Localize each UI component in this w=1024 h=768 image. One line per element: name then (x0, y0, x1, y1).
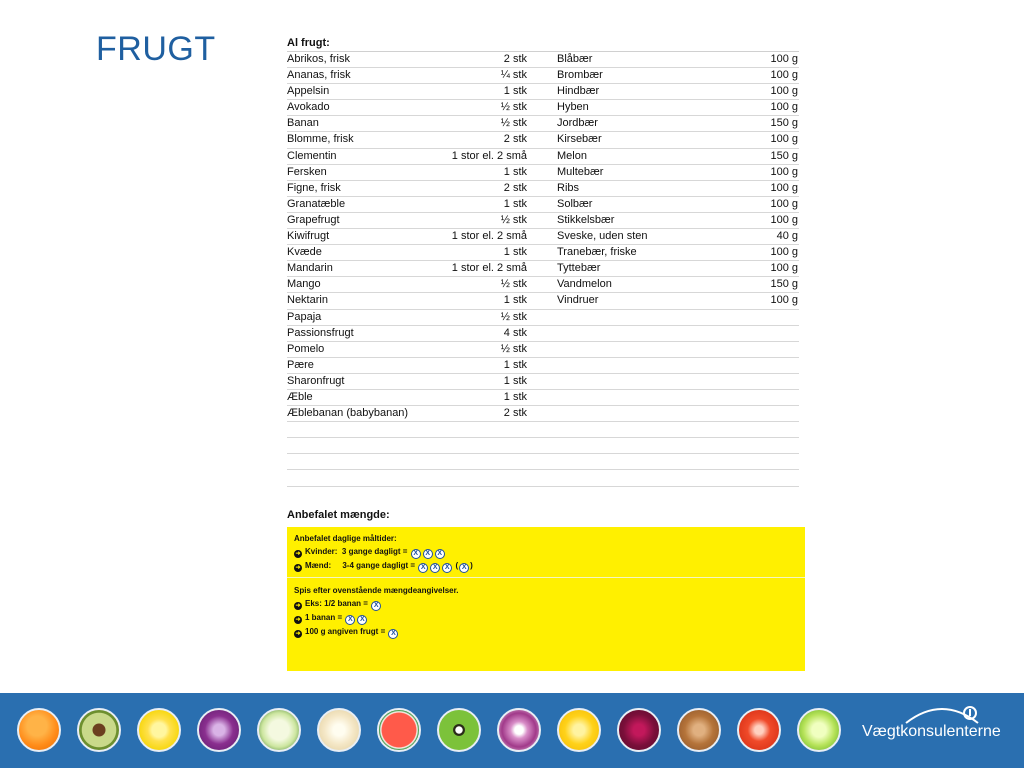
example-text: Eks: 1/2 banan = (305, 599, 368, 608)
fruit-amount: 1 stk (503, 197, 527, 210)
table-row (287, 245, 799, 261)
table-row (287, 406, 799, 422)
fruit-name: Clementin (287, 149, 337, 162)
men-text: 3-4 gange dagligt = (342, 561, 416, 570)
fruit-amount: ¼ stk (500, 69, 527, 82)
fruit-amount: 1 stk (503, 374, 527, 387)
fruit-amount: 1 stor el. 2 små (451, 262, 527, 275)
fruit-name: Pomelo (287, 342, 325, 355)
berry-name: Multebær (557, 165, 604, 178)
table-row (287, 438, 799, 454)
portion-block (294, 584, 459, 639)
kiwi-icon (437, 708, 481, 752)
women-label: Kvinder: (305, 547, 338, 556)
table-row (287, 470, 799, 486)
table-row (287, 197, 799, 213)
berry-name: Hyben (557, 101, 589, 114)
fruit-name: Kvæde (287, 246, 322, 259)
fruit-amount: 1 stor el. 2 små (451, 230, 527, 243)
tomato-icon (737, 708, 781, 752)
berry-name: Jordbær (557, 117, 598, 130)
fruit-amount: ½ stk (500, 117, 527, 130)
fruit-name: Ananas, frisk (287, 69, 351, 82)
fruit-amount: ½ stk (500, 101, 527, 114)
fruit-name: Passionsfrugt (287, 326, 354, 339)
fruit-amount: 1 stk (503, 294, 527, 307)
table-row (287, 277, 799, 293)
fruit-amount: 1 stk (503, 358, 527, 371)
berry-amount: 100 g (770, 181, 798, 194)
x-mark-icon: X (371, 601, 381, 611)
fruit-amount: ½ stk (500, 278, 527, 291)
fruit-amount: 2 stk (503, 181, 527, 194)
almonds-icon (677, 708, 721, 752)
table-row (287, 52, 799, 68)
x-mark-icon: X (345, 615, 355, 625)
avocado-icon (77, 708, 121, 752)
orange-icon (17, 708, 61, 752)
recommendation-box (287, 527, 805, 671)
berry-amount: 100 g (770, 165, 798, 178)
onion-icon (317, 708, 361, 752)
arrow-icon: ➜ (295, 551, 301, 557)
berry-amount: 100 g (770, 246, 798, 259)
fruit-amount: 1 stk (503, 246, 527, 259)
arrow-icon: ➜ (295, 565, 301, 571)
table-row (287, 149, 799, 165)
berry-amount: 100 g (770, 197, 798, 210)
table-row (287, 342, 799, 358)
berry-amount: 40 g (776, 230, 798, 243)
fruit-name: Granatæble (287, 197, 346, 210)
fruit-name: Grapefrugt (287, 213, 340, 226)
berry-name: Tranebær, friske (557, 246, 637, 259)
lime-icon (797, 708, 841, 752)
berry-amount: 100 g (770, 101, 798, 114)
berry-amount: 100 g (770, 85, 798, 98)
x-mark-icon: X (423, 549, 433, 559)
portion-title: Spis efter ovenstående mængdeangivelser. (294, 586, 459, 595)
fruit-amount: 4 stk (503, 326, 527, 339)
women-line (294, 545, 473, 559)
fruit-amount: 1 stk (503, 390, 527, 403)
berry-amount: 150 g (770, 278, 798, 291)
daily-meals-block (294, 532, 473, 573)
daily-meals-title: Anbefalet daglige måltider: (294, 534, 397, 543)
berry-name: Kirsebær (557, 133, 602, 146)
berry-amount: 100 g (770, 53, 798, 65)
fruit-amount: 2 stk (503, 407, 527, 420)
fruit-amount: 1 stk (503, 85, 527, 98)
logo-text: Vægtkonsulenterne (862, 723, 1001, 740)
table-row (287, 358, 799, 374)
fruit-amount: ½ stk (500, 342, 527, 355)
fruit-name: Figne, frisk (287, 181, 341, 194)
berry-amount: 100 g (770, 294, 798, 307)
fruit-name: Fersken (287, 165, 327, 178)
women-text: 3 gange dagligt = (341, 547, 408, 556)
fruit-name: Æble (287, 390, 313, 403)
fruit-amount: 1 stk (503, 165, 527, 178)
table-row (287, 374, 799, 390)
x-mark-icon: X (430, 563, 440, 573)
example-line-1 (294, 597, 459, 611)
berry-name: Solbær (557, 197, 593, 210)
x-mark-icon: X (388, 629, 398, 639)
table-row (287, 454, 799, 470)
x-mark-icon: X (418, 563, 428, 573)
table-row (287, 422, 799, 438)
berry-name: Vandmelon (557, 278, 612, 291)
berry-name: Vindruer (557, 294, 599, 307)
table-row (287, 390, 799, 406)
berry-name: Tyttebær (557, 262, 601, 275)
berry-name: Melon (557, 149, 587, 162)
footer-band (0, 693, 1024, 768)
fruit-name: Sharonfrugt (287, 374, 345, 387)
fruit-name: Avokado (287, 101, 330, 114)
fruit-name: Mandarin (287, 262, 333, 275)
table-row (287, 165, 799, 181)
berry-name: Blåbær (557, 53, 593, 65)
berry-amount: 150 g (770, 149, 798, 162)
table-row (287, 326, 799, 342)
fruit-table (287, 36, 799, 487)
page-title: FRUGT (96, 30, 216, 68)
arrow-icon: ➜ (295, 617, 301, 623)
box-divider (287, 577, 805, 578)
fruit-name: Æblebanan (babybanan) (287, 407, 409, 420)
example-line-3 (294, 625, 459, 639)
fruit-name: Blomme, frisk (287, 133, 354, 146)
berry-name: Brombær (557, 69, 603, 82)
table-row (287, 68, 799, 84)
fruit-name: Appelsin (287, 85, 330, 98)
lemon-icon (137, 708, 181, 752)
fruit-amount: ½ stk (500, 310, 527, 323)
table-row (287, 229, 799, 245)
table-row (287, 261, 799, 277)
fruit-name: Mango (287, 278, 321, 291)
x-mark-icon: X (411, 549, 421, 559)
table-row (287, 310, 799, 326)
red-onion-icon (497, 708, 541, 752)
berry-name: Sveske, uden sten (557, 230, 648, 243)
fruit-amount: 1 stor el. 2 små (451, 149, 527, 162)
table-row (287, 293, 799, 309)
example-text: 100 g angiven frugt = (305, 627, 386, 636)
table-row (287, 116, 799, 132)
red-cabbage-icon (197, 708, 241, 752)
fruit-amount: 2 stk (503, 133, 527, 146)
logo (862, 701, 1012, 761)
x-mark-icon: X (459, 563, 469, 573)
table-row (287, 181, 799, 197)
men-label: Mænd: (305, 561, 332, 570)
berry-name: Ribs (557, 181, 580, 194)
berry-amount: 100 g (770, 213, 798, 226)
watermelon-icon (377, 708, 421, 752)
example-line-2 (294, 611, 459, 625)
pineapple-icon (557, 708, 601, 752)
cucumber-icon (257, 708, 301, 752)
berry-amount: 100 g (770, 262, 798, 275)
x-mark-icon: X (442, 563, 452, 573)
table-rows (287, 52, 799, 487)
fruit-name: Pære (287, 358, 314, 371)
x-mark-icon: X (435, 549, 445, 559)
recommended-heading: Anbefalet mængde: (287, 509, 390, 521)
table-row (287, 213, 799, 229)
table-row (287, 100, 799, 116)
table-row (287, 132, 799, 148)
fruit-name: Nektarin (287, 294, 328, 307)
arrow-icon: ➜ (295, 631, 301, 637)
fruit-amount: ½ stk (500, 213, 527, 226)
berry-name: Hindbær (557, 85, 600, 98)
berry-name: Stikkelsbær (557, 213, 615, 226)
berry-amount: 100 g (770, 69, 798, 82)
fruit-name: Abrikos, frisk (287, 53, 350, 65)
men-line: ➜ Mænd: 3-4 gange dagligt = X X X ( X ) (295, 561, 473, 571)
beetroot-icon (617, 708, 661, 752)
fruit-amount: 2 stk (503, 53, 527, 65)
example-text: 1 banan = (305, 613, 343, 622)
berry-amount: 150 g (770, 117, 798, 130)
arrow-icon: ➜ (295, 603, 301, 609)
berry-amount: 100 g (770, 133, 798, 146)
fruit-name: Kiwifrugt (287, 230, 330, 243)
x-mark-icon: X (357, 615, 367, 625)
table-header: Al frugt: (287, 36, 799, 52)
table-row (287, 84, 799, 100)
fruit-name: Papaja (287, 310, 322, 323)
fruit-name: Banan (287, 117, 319, 130)
